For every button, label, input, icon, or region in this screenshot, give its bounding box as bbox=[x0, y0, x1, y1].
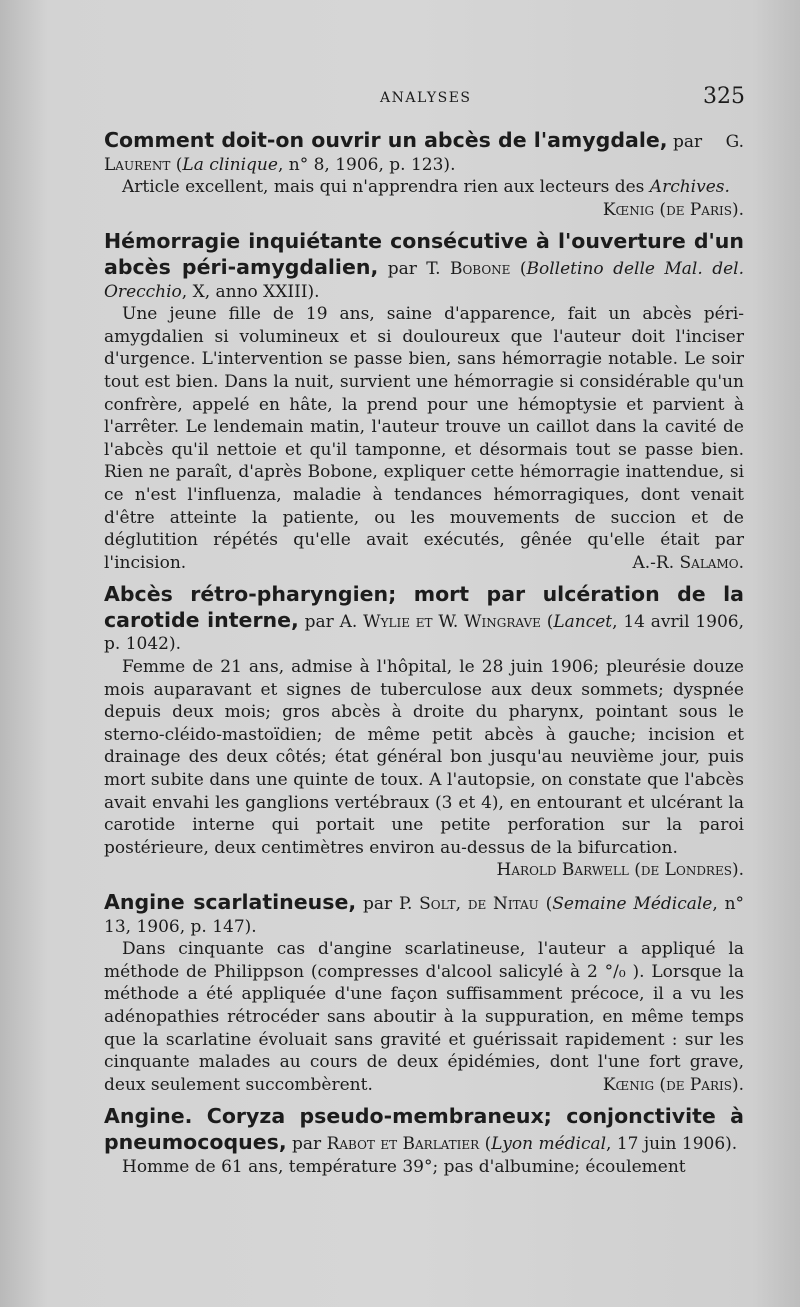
entry-heading: Abcès rétro-pharyngien; mort par ulcération de la carotide interne, par A. Wylie et W. Wingrave (Lancet, 14 avril 1906, p. 1042). bbox=[104, 582, 744, 655]
page-number: 325 bbox=[703, 84, 745, 109]
entry-author: Rabot et Barlatier bbox=[326, 1133, 480, 1154]
entry-signature: Kœnig (de Paris). bbox=[602, 1074, 744, 1095]
review-entry bbox=[104, 229, 744, 574]
entry-title: Abcès rétro-pharyngien; mort par ulcération de la carotide interne, bbox=[104, 582, 744, 632]
entry-body: Une jeune fille de 19 ans, saine d'apparence, fait un abcès péri-amygdalien si volumineux et si douloureux que l'auteur doit l'inciser d'urgence. L'intervention se passe bien, sans hémorragie notable. Le soir tout est bien. Dans la nuit, survient une hémorragie si considérable qu'un confrère, appelé en hâte, la prend pour une hémoptysie et parvient à l'arrêter. Le lendemain matin, l'auteur trouve un caillot dans la cavité de l'abcès qu'il nettoie et qu'il tamponne, et désormais tout se passe bien. Rien ne paraît, d'après Bobone, expliquer cette hémorragie inattendue, si ce n'est l'influenza, maladie à tendances hémorragiques, dont venait d'être atteinte la patiente, ou les mouvements de succion et de déglutition répétés qu'elle avait exécutés, gênée qu'elle était par l'incision. A.-R. Salamo. bbox=[104, 304, 744, 573]
entry-title: Hémorragie inquiétante consécutive à l'ouverture d'un abcès péri-amygdalien, bbox=[104, 229, 744, 279]
entry-body: Homme de 61 ans, température 39°; pas d'albumine; écoulement bbox=[122, 1156, 686, 1177]
entry-body: Dans cinquante cas d'angine scarlatineuse, l'auteur a appliqué la méthode de Philippson (compresses d'alcool salicylé à 2 °/₀ ). Lorsque la méthode a été appliquée d'une façon suffisamment précoce, il a vu les adénopathies rétrocéder sans aboutir à la suppuration, en même temps que la scarlatine évoluait sans gravité et guérissait rapidement : sur les cinquante malades au cours de deux épidémies, dont l'une fort grave, deux seulement succombèrent. Kœnig (de Paris). bbox=[104, 939, 744, 1095]
entry-title: Comment doit-on ouvrir un abcès de l'amygdale, bbox=[104, 128, 668, 152]
entry-source: Semaine Médicale bbox=[552, 894, 713, 914]
entry-source-details: , n° 13, 1906, p. 147). bbox=[104, 894, 745, 937]
entry-source-details: , X, anno XXIII). bbox=[181, 281, 320, 302]
review-entry bbox=[104, 1104, 744, 1178]
entry-author: A. Wylie et W. Wingrave bbox=[339, 611, 541, 632]
entry-author: G. Laurent bbox=[104, 132, 745, 175]
entry-body: Femme de 21 ans, admise à l'hôpital, le 28 juin 1906; pleurésie douze mois auparavant et signes de tuberculose aux deux sommets; dyspnée depuis deux mois; gros abcès à droite du pharynx, pointant sous le sterno-cléido-mastoïdien; de même petit abcès à gauche; incision et drainage des deux côtés; état général bon jusqu'au neuvième jour, puis mort subite dans une quinte de toux. A l'autopsie, on constate que l'abcès avait envahi les ganglions vertébraux (3 et 4), en entourant et ulcérant la carotide interne qui portait une petite perforation sur la paroi postérieure, deux centimètres environ au-dessus de la bifurcation. Harold Barwell (de Londres). bbox=[104, 657, 744, 881]
review-entry bbox=[104, 582, 744, 882]
entry-body-italic: Archives. bbox=[649, 177, 730, 198]
entry-title: Angine. Coryza pseudo-membraneux; conjonctivite à pneumocoques, bbox=[104, 1104, 744, 1154]
entry-by: par bbox=[673, 132, 703, 152]
entry-signature: Harold Barwell (de Londres). bbox=[496, 860, 744, 881]
page-header bbox=[100, 84, 745, 112]
entry-heading: Comment doit-on ouvrir un abcès de l'amygdale, par G. Laurent (La clinique, n° 8, 1906, p. 123). bbox=[104, 128, 745, 175]
entry-author: T. Bobone bbox=[426, 258, 511, 279]
entry-title: Angine scarlatineuse, bbox=[104, 890, 357, 914]
entry-heading: Angine scarlatineuse, par P. Solt, de Nitau (Semaine Médicale, n° 13, 1906, p. 147). bbox=[104, 890, 745, 937]
entry-signature: A.-R. Salamo. bbox=[632, 552, 744, 573]
entry-source-details: , 17 juin 1906). bbox=[606, 1133, 738, 1154]
entry-author: P. Solt, de Nitau bbox=[398, 894, 539, 914]
entry-by: par bbox=[362, 894, 393, 914]
entry-source: Bolletino delle Mal. del. Orecchio bbox=[104, 258, 744, 302]
entry-by: par bbox=[304, 611, 334, 632]
entry-source-details: , 14 avril 1906, p. 1042). bbox=[104, 611, 744, 655]
review-entry bbox=[104, 890, 744, 1096]
entry-source: Lyon médical bbox=[491, 1133, 607, 1154]
entry-source-details: , n° 8, 1906, p. 123). bbox=[277, 154, 456, 175]
entry-source: La clinique bbox=[182, 154, 278, 175]
article-content bbox=[104, 128, 744, 1186]
entry-heading: Hémorragie inquiétante consécutive à l'ouverture d'un abcès péri-amygdalien, par T. Bobone (Bolletino delle Mal. del. Orecchio, X, anno XXIII). bbox=[104, 229, 744, 302]
review-entry bbox=[104, 128, 744, 221]
entry-by: par bbox=[292, 1133, 322, 1154]
entry-heading: Angine. Coryza pseudo-membraneux; conjonctivite à pneumocoques, par Rabot et Barlatier (Lyon médical, 17 juin 1906). bbox=[104, 1104, 744, 1154]
entry-signature: Kœnig (de Paris). bbox=[602, 199, 744, 220]
entry-source: Lancet bbox=[553, 611, 613, 632]
entry-by: par bbox=[387, 258, 417, 279]
entry-body: Article excellent, mais qui n'apprendra rien aux lecteurs des Archives. Kœnig (de Paris). bbox=[122, 177, 744, 220]
running-head: ANALYSES bbox=[380, 90, 472, 106]
